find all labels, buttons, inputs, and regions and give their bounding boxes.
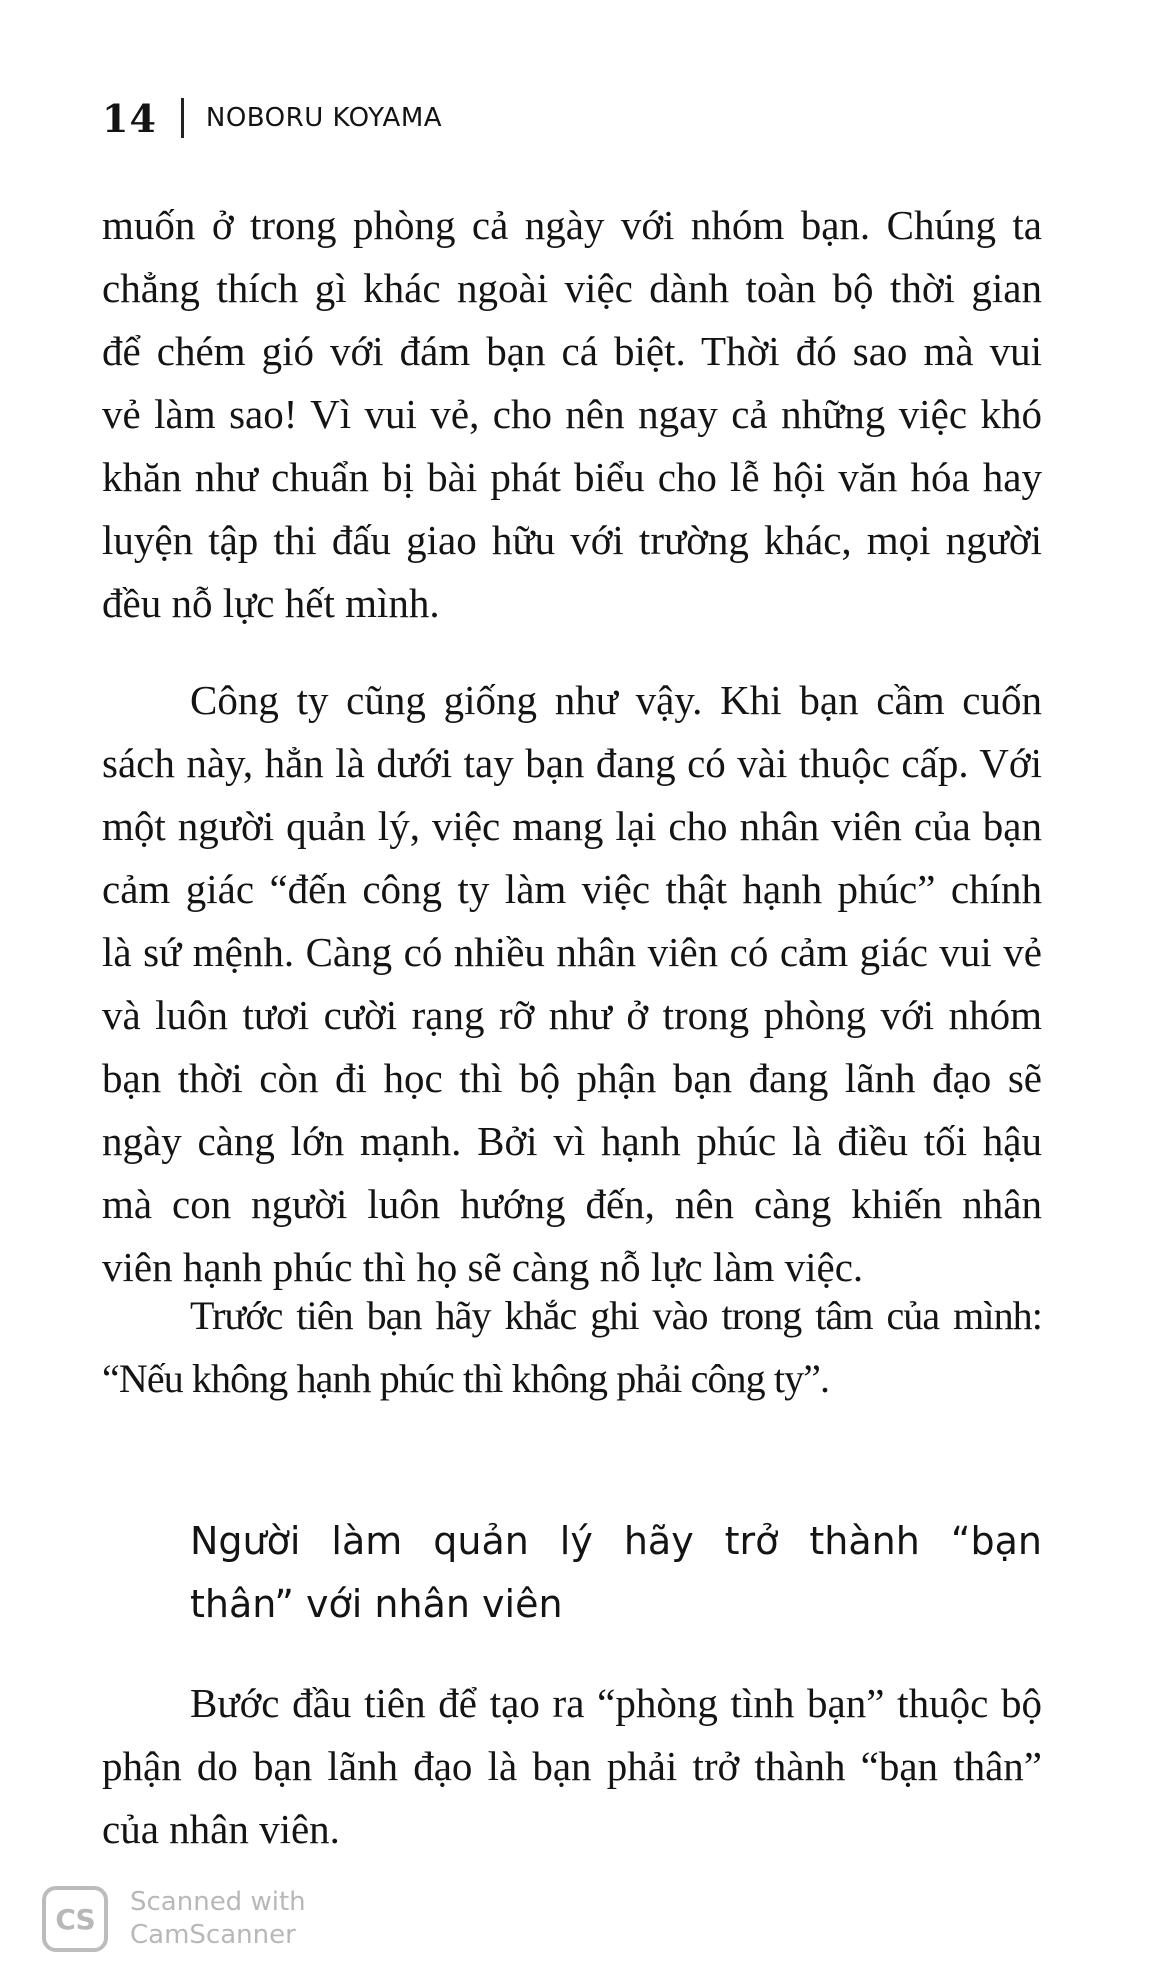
text-line: chẳng thích gì khác ngoài việc dành toàn bộ thời gian xyxy=(102,265,1042,311)
text-line: khăn như chuẩn bị bài phát biểu cho lễ hội văn hóa hay xyxy=(102,454,1042,500)
watermark-text xyxy=(130,1886,306,1952)
camscanner-watermark xyxy=(42,1886,306,1952)
watermark-line-1: Scanned with xyxy=(130,1887,306,1917)
text-line: đều nỗ lực hết mình. xyxy=(102,580,440,626)
paragraph-3 xyxy=(102,1284,1042,1410)
page-number: 14 xyxy=(102,95,157,141)
text-line: sách này, hẳn là dưới tay bạn đang có vài thuộc cấp. Với xyxy=(102,740,1042,786)
camscanner-logo-icon: CS xyxy=(42,1886,108,1952)
text-line: để chém gió với đám bạn cá biệt. Thời đó sao mà vui xyxy=(102,328,1042,374)
running-head xyxy=(102,92,442,144)
header-divider xyxy=(181,98,184,138)
author-name: NOBORU KOYAMA xyxy=(205,103,443,133)
text-line: phận do bạn lãnh đạo là bạn phải trở thành “bạn thân” xyxy=(102,1743,1042,1789)
paragraph-1 xyxy=(102,194,1042,635)
watermark-line-2: CamScanner xyxy=(130,1920,296,1950)
paragraph-4 xyxy=(102,1672,1042,1861)
text-line: bạn thời còn đi học thì bộ phận bạn đang lãnh đạo sẽ xyxy=(102,1055,1042,1101)
text-line: ngày càng lớn mạnh. Bởi vì hạnh phúc là điều tối hậu xyxy=(102,1118,1042,1164)
text-line: Trước tiên bạn hãy khắc ghi vào trong tâm của mình: xyxy=(190,1293,1042,1338)
heading-line: Người làm quản lý hãy trở thành “bạn xyxy=(190,1519,1042,1563)
text-line: Công ty cũng giống như vậy. Khi bạn cầm cuốn xyxy=(190,677,1042,723)
text-line: Bước đầu tiên để tạo ra “phòng tình bạn” thuộc bộ xyxy=(190,1680,1042,1726)
text-line: và luôn tươi cười rạng rỡ như ở trong phòng với nhóm xyxy=(102,992,1042,1038)
section-heading xyxy=(190,1510,1042,1636)
text-line: vẻ làm sao! Vì vui vẻ, cho nên ngay cả những việc khó xyxy=(102,391,1042,437)
heading-line: thân” với nhân viên xyxy=(190,1582,563,1626)
text-line: muốn ở trong phòng cả ngày với nhóm bạn. Chúng ta xyxy=(102,202,1042,248)
text-line: luyện tập thi đấu giao hữu với trường khác, mọi người xyxy=(102,517,1042,563)
paragraph-2 xyxy=(102,669,1042,1299)
text-line: cảm giác “đến công ty làm việc thật hạnh phúc” chính xyxy=(102,866,1042,912)
text-line: một người quản lý, việc mang lại cho nhân viên của bạn xyxy=(102,803,1042,849)
text-line: là sứ mệnh. Càng có nhiều nhân viên có cảm giác vui vẻ xyxy=(102,929,1042,975)
text-line: “Nếu không hạnh phúc thì không phải công ty”. xyxy=(102,1356,830,1401)
text-line: mà con người luôn hướng đến, nên càng khiến nhân xyxy=(102,1181,1042,1227)
text-line: của nhân viên. xyxy=(102,1806,340,1852)
text-line: viên hạnh phúc thì họ sẽ càng nỗ lực làm việc. xyxy=(102,1244,864,1290)
